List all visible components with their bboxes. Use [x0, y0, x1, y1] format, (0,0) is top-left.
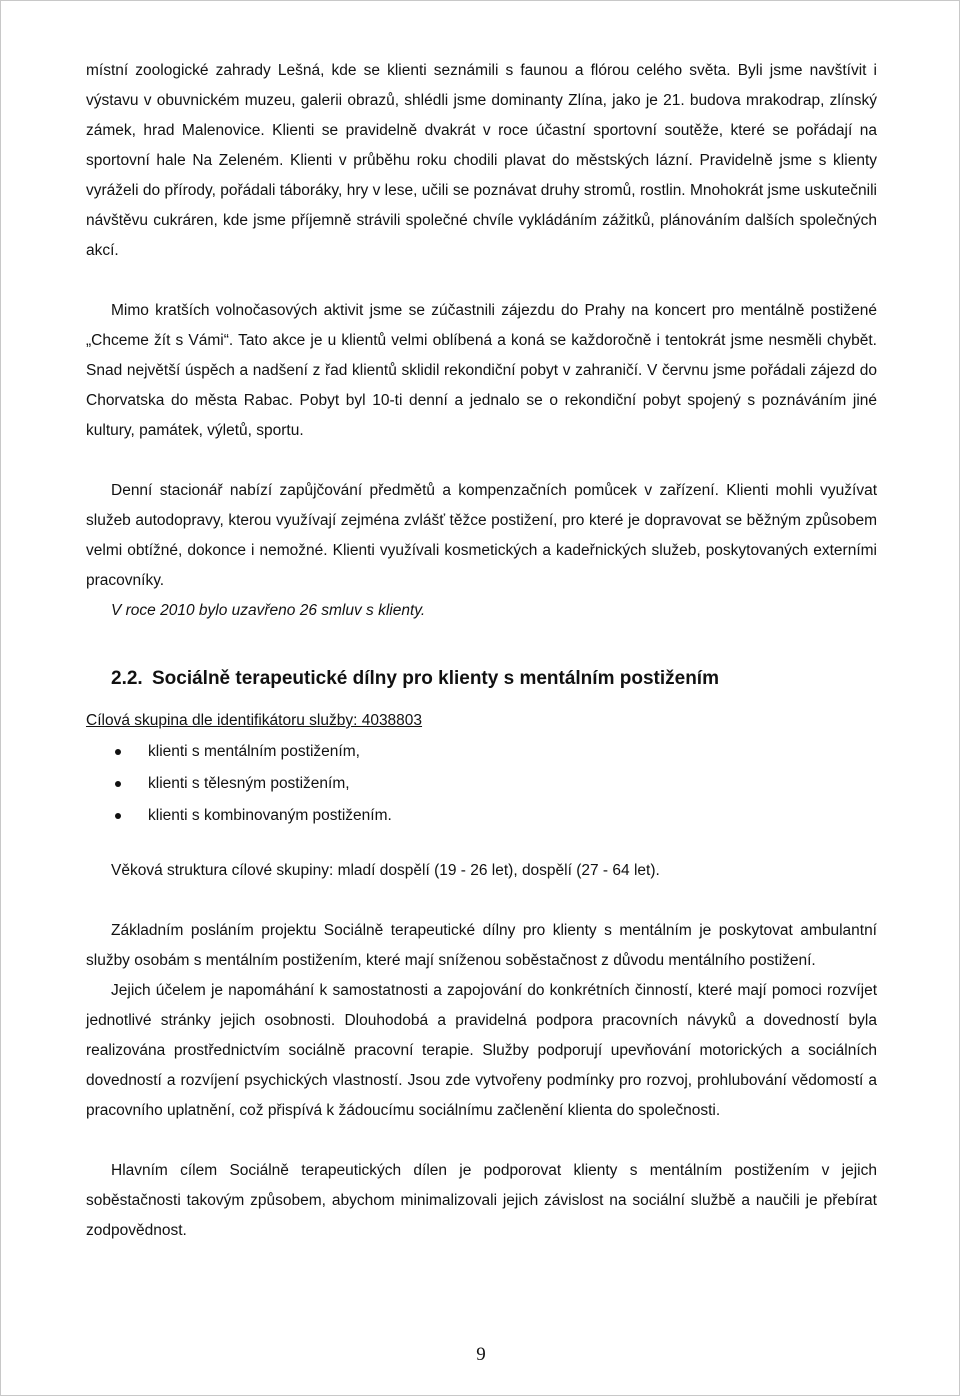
- page-number: 9: [476, 1344, 486, 1365]
- list-item: klienti s mentálním postižením,: [86, 736, 877, 768]
- list-item: klienti s kombinovaným postižením.: [86, 800, 877, 832]
- paragraph-purpose: Jejich účelem je napomáhání k samostatnosti a zapojování do konkrétních činností, které mají pomoci rozvíjet jednotlivé stránky jejich osobnosti. Dlouhodobá a pravidelná podpora pracovních návyků a dovedností byla realizována prostřednictvím sociálně pracovní terapie. Služby podporují upevňování motorických a sociálních dovedností a rozvíjení psychických vlastností. Jsou zde vytvořeny podmínky pro rozvoj, prohlubování vědomostí a pracovního uplatnění, což přispívá k žádoucímu sociálnímu začlenění klienta do společnosti.: [86, 982, 877, 1119]
- paragraph-main-goal: Hlavním cílem Sociálně terapeutických dílen je podporovat klienty s mentálním postižením v jejich soběstačnosti takovým způsobem, abychom minimalizovali jejich závislost na sociální službě a naučili je přebírat zodpovědnost.: [86, 1162, 877, 1239]
- paragraph-mission: Základním posláním projektu Sociálně terapeutické dílny pro klienty s mentálním je poskytovat ambulantní služby osobám s mentálním postižením, které mají sníženou soběstačnost z důvodu mentálního postižení.: [86, 922, 877, 969]
- section-title: Sociálně terapeutické dílny pro klienty s mentálním postižením: [151, 668, 719, 689]
- age-structure: Věková struktura cílové skupiny: mladí dospělí (19 - 26 let), dospělí (27 - 64 let).: [111, 862, 660, 879]
- target-group-label: Cílová skupina dle identifikátoru služby: 4038803: [86, 712, 423, 729]
- paragraph-services: Denní stacionář nabízí zapůjčování předmětů a kompenzačních pomůcek v zařízení. Klienti mohli využívat služeb autodopravy, kterou využívají zejména zvlášť těžce postižení, pro které je dopravovat se běžným způsobem velmi obtížné, dokonce i nemožné. Klienti využívali kosmetických a kadeřnických služeb, poskytovaných externími pracovníky.: [86, 482, 877, 589]
- paragraph-trips: Mimo kratších volnočasových aktivit jsme se zúčastnili zájezdu do Prahy na koncert pro mentálně postižené „Chceme žít s Vámi“. Tato akce je u klientů velmi oblíbená a koná se každoročně i tentokrát jsme nesměli chybět. Snad největší úspěch a nadšení z řad klientů sklidil rekondiční pobyt v zahraničí. V červnu jsme pořádali zájezd do Chorvatska do města Rabac. Pobyt byl 10-ti denní a jednalo se o rekondiční pobyt spojený s poznáváním jiné kultury, památek, výletů, sportu.: [86, 302, 877, 439]
- contracts-note: V roce 2010 bylo uzavřeno 26 smluv s klienty.: [111, 602, 426, 619]
- target-group-list: [86, 736, 877, 832]
- paragraph-leisure-activities: místní zoologické zahrady Lešná, kde se klienti seznámili s faunou a flórou celého světa. Byli jsme navštívit i výstavu v obuvnickém muzeu, galerii obrazů, shlédli jsme dominanty Zlína, jako je 21. budova mrakodrap, zlínský zámek, hrad Malenovice. Klienti se pravidelně dvakrát v roce účastní sportovní soutěže, které se pořádají na sportovní hale Na Zeleném. Klienti v průběhu roku chodili plavat do městských lázní. Pravidelně jsme s klienty vyráželi do přírody, pořádali táboráky, hry v lese, učili se poznávat druhy stromů, rostlin. Mnohokrát jsme uskutečnili návštěvu cukráren, kde jsme příjemně strávili společné chvíle vykládáním zážitků, plánováním dalších společných akcí.: [86, 62, 877, 259]
- section-heading: [86, 664, 877, 694]
- section-number: 2.2.: [111, 668, 143, 689]
- list-item: klienti s tělesným postižením,: [86, 768, 877, 800]
- document-body: [86, 56, 877, 1246]
